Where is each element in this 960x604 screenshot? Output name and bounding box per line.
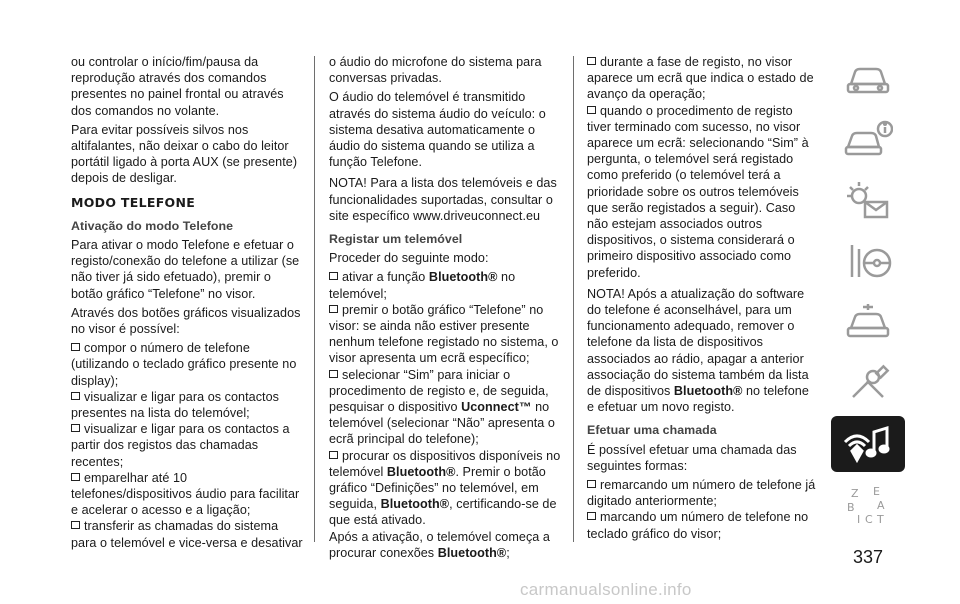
- car-tow-icon: [843, 300, 893, 344]
- bullet-box-icon: [329, 370, 338, 378]
- paragraph: Através dos botões gráficos visualizados no visor é possível:: [71, 305, 301, 337]
- bullet-box-icon: [587, 106, 596, 114]
- text-column-2: [329, 54, 561, 564]
- bullet-item: [71, 518, 303, 550]
- chapter-tab-safety[interactable]: [831, 233, 905, 289]
- index-letter: B: [847, 501, 855, 514]
- bullet-item: premir o botão gráfico “Telefone” no visor: se ainda não estiver presente nenhum telefone registado no sistema, o visor apresenta um ecrã específico;: [329, 302, 559, 366]
- page-number: 337: [852, 547, 884, 567]
- column-divider: [573, 56, 574, 542]
- section-heading: MODO TELEFONE: [71, 194, 196, 210]
- bullet-box-icon: [587, 512, 596, 520]
- paragraph: É possível efetuar uma chamada das seguintes formas:: [587, 442, 797, 473]
- column-divider: [314, 56, 315, 542]
- bullet-item: [71, 389, 303, 421]
- bullet-text: compor o número de telefone (utilizando o teclado gráfico presente no display);: [71, 341, 297, 388]
- chapter-tab-warnings[interactable]: [831, 172, 905, 228]
- paragraph: ou controlar o início/fim/pausa da reprodução através dos comandos presentes no painel frontal ou através dos comandos no volante.: [71, 55, 284, 118]
- note-paragraph: NOTA! Após a atualização do software do telefone é aconselhável, para um funcionamento adequado, remover o telefone da lista de dispositivos associados ao rádio, apagar a anterior associação do sistema também da lista de dispositivos Bluetooth® no telefone e efetuar um novo registo.: [587, 286, 809, 415]
- car-front-icon: [843, 56, 893, 100]
- bullet-box-icon: [329, 272, 338, 280]
- chapter-tab-vehicle[interactable]: [831, 50, 905, 106]
- bullet-box-icon: [329, 305, 338, 313]
- bullet-item: [71, 340, 303, 389]
- bullet-text: emparelhar até 10 telefones/dispositivos áudio para facilitar e acelerar o acesso e a ligação;: [71, 470, 300, 518]
- paragraph: Para evitar possíveis silvos nos altifalantes, não deixar o cabo do leitor portátil ligado à porta AUX (se presente) depois de desligar.: [71, 122, 298, 186]
- bullet-item: remarcando um número de telefone já digitado anteriormente;: [587, 478, 816, 509]
- chapter-tab-multimedia[interactable]: [831, 416, 905, 472]
- car-info-icon: [843, 117, 893, 161]
- paragraph: O áudio do telemóvel é transmitido através do sistema áudio do veículo: o sistema desativa automaticamente o áudio do sistema quando se utiliza a função Telefone.: [329, 90, 546, 170]
- chapter-tab-maintenance[interactable]: [831, 355, 905, 411]
- index-letter: A: [877, 499, 885, 512]
- chapter-rail: [831, 50, 905, 538]
- steering-wheel-tools-icon: [843, 239, 893, 283]
- bullet-text: visualizar e ligar para os contactos a partir dos registos das chamadas recentes;: [71, 422, 290, 469]
- bullet-box-icon: [587, 480, 596, 488]
- bullet-box-icon: [71, 424, 80, 432]
- paragraph: Após a ativação, o telemóvel começa a procurar conexões Bluetooth®;: [329, 529, 550, 560]
- bullet-text: transferir as chamadas do sistema para o telemóvel e vice-versa e desativar: [71, 519, 303, 550]
- note-paragraph: NOTA! Para a lista dos telemóveis e das funcionalidades suportadas, consultar o site específico www.driveuconnect.eu: [329, 176, 557, 223]
- multimedia-phone-icon: [843, 422, 893, 466]
- warning-light-message-icon: [843, 178, 893, 222]
- text-column-3: [587, 54, 819, 542]
- bullet-item: [71, 421, 303, 470]
- index-letter: E: [873, 485, 880, 498]
- paragraph: Proceder do seguinte modo:: [329, 251, 489, 266]
- bullet-box-icon: [329, 451, 338, 459]
- bullet-box-icon: [71, 521, 80, 529]
- index-letter: Z: [851, 487, 859, 500]
- subheading: Registar um telemóvel: [329, 232, 463, 247]
- index-letter: I: [857, 513, 861, 526]
- bullet-box-icon: [71, 392, 80, 400]
- subheading: Efetuar uma chamada: [587, 423, 717, 438]
- tools-icon: [843, 361, 893, 405]
- bullet-item: selecionar “Sim” para iniciar o procedimento de registo e, de seguida, pesquisar o dispositivo Uconnect™ no telemóvel (selecionar “Não” apresenta o ecrã principal do telefone);: [329, 367, 555, 447]
- index-letter: C: [865, 513, 873, 526]
- paragraph: o áudio do microfone do sistema para conversas privadas.: [329, 55, 542, 86]
- subheading: Ativação do modo Telefone: [71, 218, 234, 233]
- bullet-item: marcando um número de telefone no teclado gráfico do visor;: [587, 510, 809, 541]
- chapter-tab-emergency[interactable]: [831, 294, 905, 350]
- bullet-text: visualizar e ligar para os contactos presentes na lista do telemóvel;: [71, 389, 279, 421]
- bullet-item: quando o procedimento de registo tiver terminado com sucesso, no visor aparece um ecrã: selecionando “Sim” à pergunta, o telemóvel será registado como preferido (o telemóvel terá a prioridade sobre os outros telemóveis que serão registados a seguir). Caso não estejam associados outros dispositivos, o sistema considerará o primeiro dispositivo associado como preferido.: [587, 103, 809, 280]
- bullet-item: [71, 470, 303, 519]
- bullet-box-icon: [71, 473, 80, 481]
- bullet-item: ativar a função Bluetooth® no telemóvel;: [329, 270, 516, 301]
- chapter-tab-index[interactable]: [831, 477, 905, 533]
- chapter-tab-info[interactable]: [831, 111, 905, 167]
- bullet-item: durante a fase de registo, no visor aparece um ecrã que indica o estado de avanço da operação;: [587, 55, 814, 102]
- bullet-box-icon: [71, 343, 80, 351]
- bullet-box-icon: [587, 57, 596, 65]
- index-letters-icon: [843, 483, 893, 527]
- index-letter: T: [877, 513, 884, 526]
- watermark: carmanualsonline.info: [520, 580, 692, 599]
- paragraph: Para ativar o modo Telefone e efetuar o registo/conexão do telefone a utilizar (se não tiver já sido efetuado), premir o botão gráfico “Telefone” no visor.: [71, 238, 300, 301]
- text-column-1: [71, 54, 303, 551]
- bullet-item: procurar os dispositivos disponíveis no telemóvel Bluetooth®. Premir o botão gráfico “Definições” no telemóvel, em seguida, Bluetooth®, certificando-se de que está ativado.: [329, 448, 561, 528]
